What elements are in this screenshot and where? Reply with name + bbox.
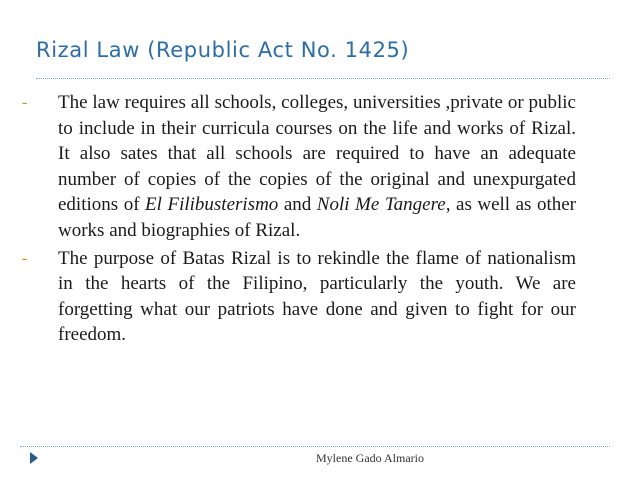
book-title-noli-me-tangere: Noli Me Tangere, [316,194,451,216]
bullet-list [20,90,576,350]
bullet-item [20,90,576,244]
title-divider [36,78,610,79]
bullet-text: as well as other works and biographies of Rizal. [58,194,576,241]
bullet-text: The purpose of Batas Rizal is to rekindle the flame of nationalism in the hearts of the Filipino, particularly the youth. We are forgetting what our patriots have done and given to fight for our freedom. [58,247,576,346]
bullet-item [20,246,576,348]
footer-author: Mylene Gado Almario [316,451,424,465]
bullet-text: The law requires all schools, colleges, universities ,private or public to include in their curricula courses on the life and works of Rizal. It also sates that all schools are required to have an adequate number of copies of the copies of the original and unexpurgated editions of [58,92,576,216]
triangle-arrow-icon [30,452,38,464]
bullet-mark: - [22,94,28,111]
bullet-mark: - [22,249,28,267]
slide-title: Rizal Law (Republic Act No. 1425) [36,38,410,62]
bullet-text: and [278,194,317,216]
footer-divider [20,446,610,447]
book-title-el-filibusterismo: El Filibusterismo [145,194,279,216]
